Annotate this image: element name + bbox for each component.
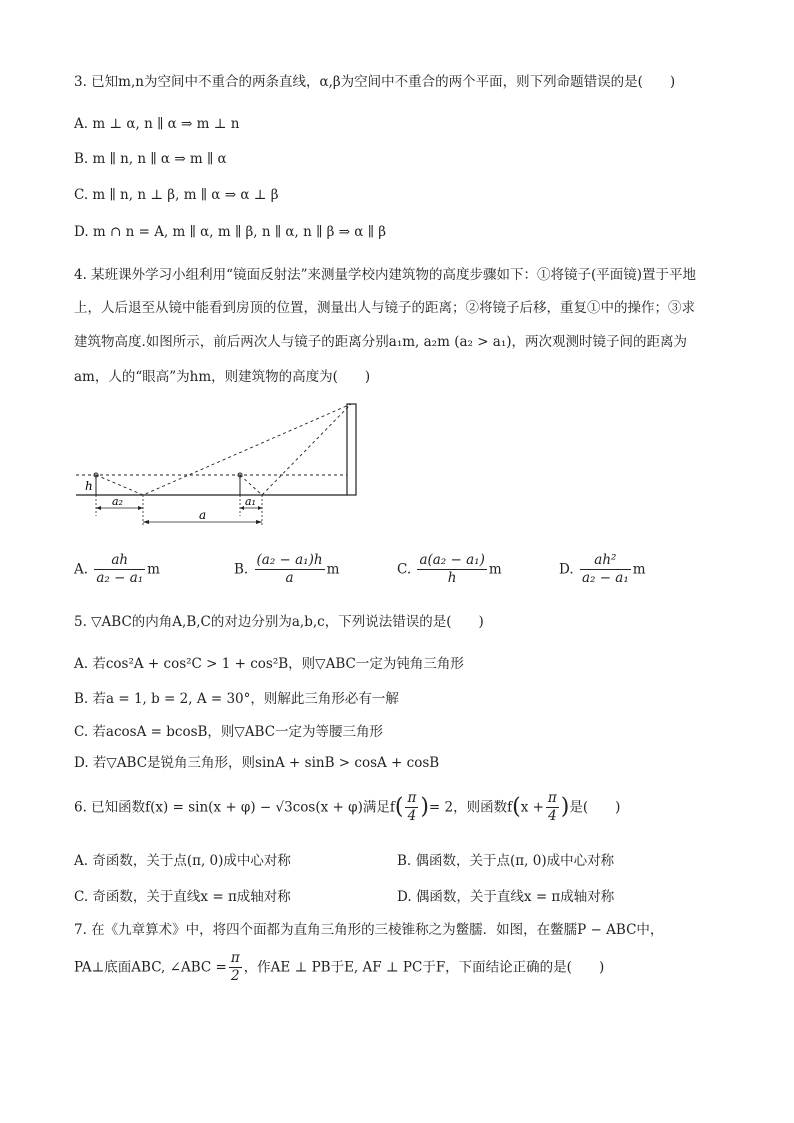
q6-stem: 6. 已知函数f(x) = sin(x + φ) − √3cos(x + φ)满足f( $\frac{\pi}{4}$ )= 2，则函数f(x + $\frac{\pi}{4}$ )是( )	[74, 790, 621, 824]
q3-option-a: A. m ⊥ α, n ∥ α ⇒ m ⊥ n	[74, 116, 240, 132]
q6-option-d: D. 偶函数，关于直线x = π成轴对称	[397, 889, 615, 905]
q7-stem-line2: PA⊥底面ABC, ∠ABC = $\frac{\pi}{2}$ ，作AE ⊥ PB于E, AF ⊥ PC于F，下面结论正确的是( )	[74, 950, 605, 984]
q3-option-b: B. m ∥ n, n ∥ α ⇒ m ∥ α	[74, 151, 227, 167]
q5-option-b: B. 若a = 1, b = 2, A = 30°，则解此三角形必有一解	[74, 691, 399, 707]
label-h: h	[85, 479, 93, 493]
q4-option-a: A. $\frac{ah}{\text{a₂ − a₁}}$ m	[74, 552, 160, 586]
q4-option-b: B. $\frac{\text{(a₂ − a₁)h}}{a}$ m	[234, 552, 340, 586]
q4-option-d: D. $\frac{\text{ah²}}{\text{a₂ − a₁}}$ m	[559, 552, 646, 586]
label-a: a	[199, 508, 207, 522]
q6-option-b: B. 偶函数，关于点(π, 0)成中心对称	[397, 853, 615, 869]
building	[347, 404, 356, 495]
q5-option-a: A. 若cos²A + cos²C > 1 + cos²B，则▽ABC一定为钝角三角形	[74, 656, 464, 672]
q4-stem-line4: am，人的“眼高”为hm，则建筑物的高度为( )	[74, 369, 371, 385]
light-path-1	[96, 404, 351, 495]
label-a1: a₁	[245, 495, 256, 508]
light-path-2	[240, 404, 351, 495]
q5-option-c: C. 若acosA = bcosB，则▽ABC一定为等腰三角形	[74, 724, 384, 740]
q4-stem-line1: 4. 某班课外学习小组利用“镜面反射法”来测量学校内建筑物的高度步骤如下：①将镜子(平面镜)置于平地	[74, 267, 697, 283]
q6-option-a: A. 奇函数，关于点(π, 0)成中心对称	[74, 853, 291, 869]
label-a2: a₂	[112, 495, 123, 508]
q3-option-d: D. m ∩ n = A, m ∥ α, m ∥ β, n ∥ α, n ∥ β ⇒ α ∥ β	[74, 224, 387, 240]
q4-option-c: C. $\frac{\text{a(a₂ − a₁)}}{h}$ m	[397, 552, 502, 586]
q5-stem: 5. ▽ABC的内角A,B,C的对边分别为a,b,c，下列说法错误的是( )	[74, 614, 484, 630]
q3-stem: 3. 已知m,n为空间中不重合的两条直线，α,β为空间中不重合的两个平面，则下列命题错误的是( )	[74, 74, 676, 90]
q7-stem-line1: 7. 在《九章算术》中，将四个面都为直角三角形的三棱锥称之为鳖臑．如图，在鳖臑P − ABC中，	[74, 922, 664, 938]
q4-stem-line2: 上，人后退至从镜中能看到房顶的位置，测量出人与镜子的距离；②将镜子后移，重复①中的操作；③求	[74, 300, 695, 316]
q4-stem-line3: 建筑物高度.如图所示，前后两次人与镜子的距离分别a₁m, a₂m (a₂ > a₁)，两次观测时镜子间的距离为	[74, 334, 688, 350]
q4-mirror-figure	[70, 398, 370, 533]
q6-option-c: C. 奇函数，关于直线x = π成轴对称	[74, 889, 291, 905]
q3-option-c: C. m ∥ n, n ⊥ β, m ∥ α ⇒ α ⊥ β	[74, 187, 279, 203]
q5-option-d: D. 若▽ABC是锐角三角形，则sinA + sinB > cosA + cosB	[74, 755, 440, 771]
